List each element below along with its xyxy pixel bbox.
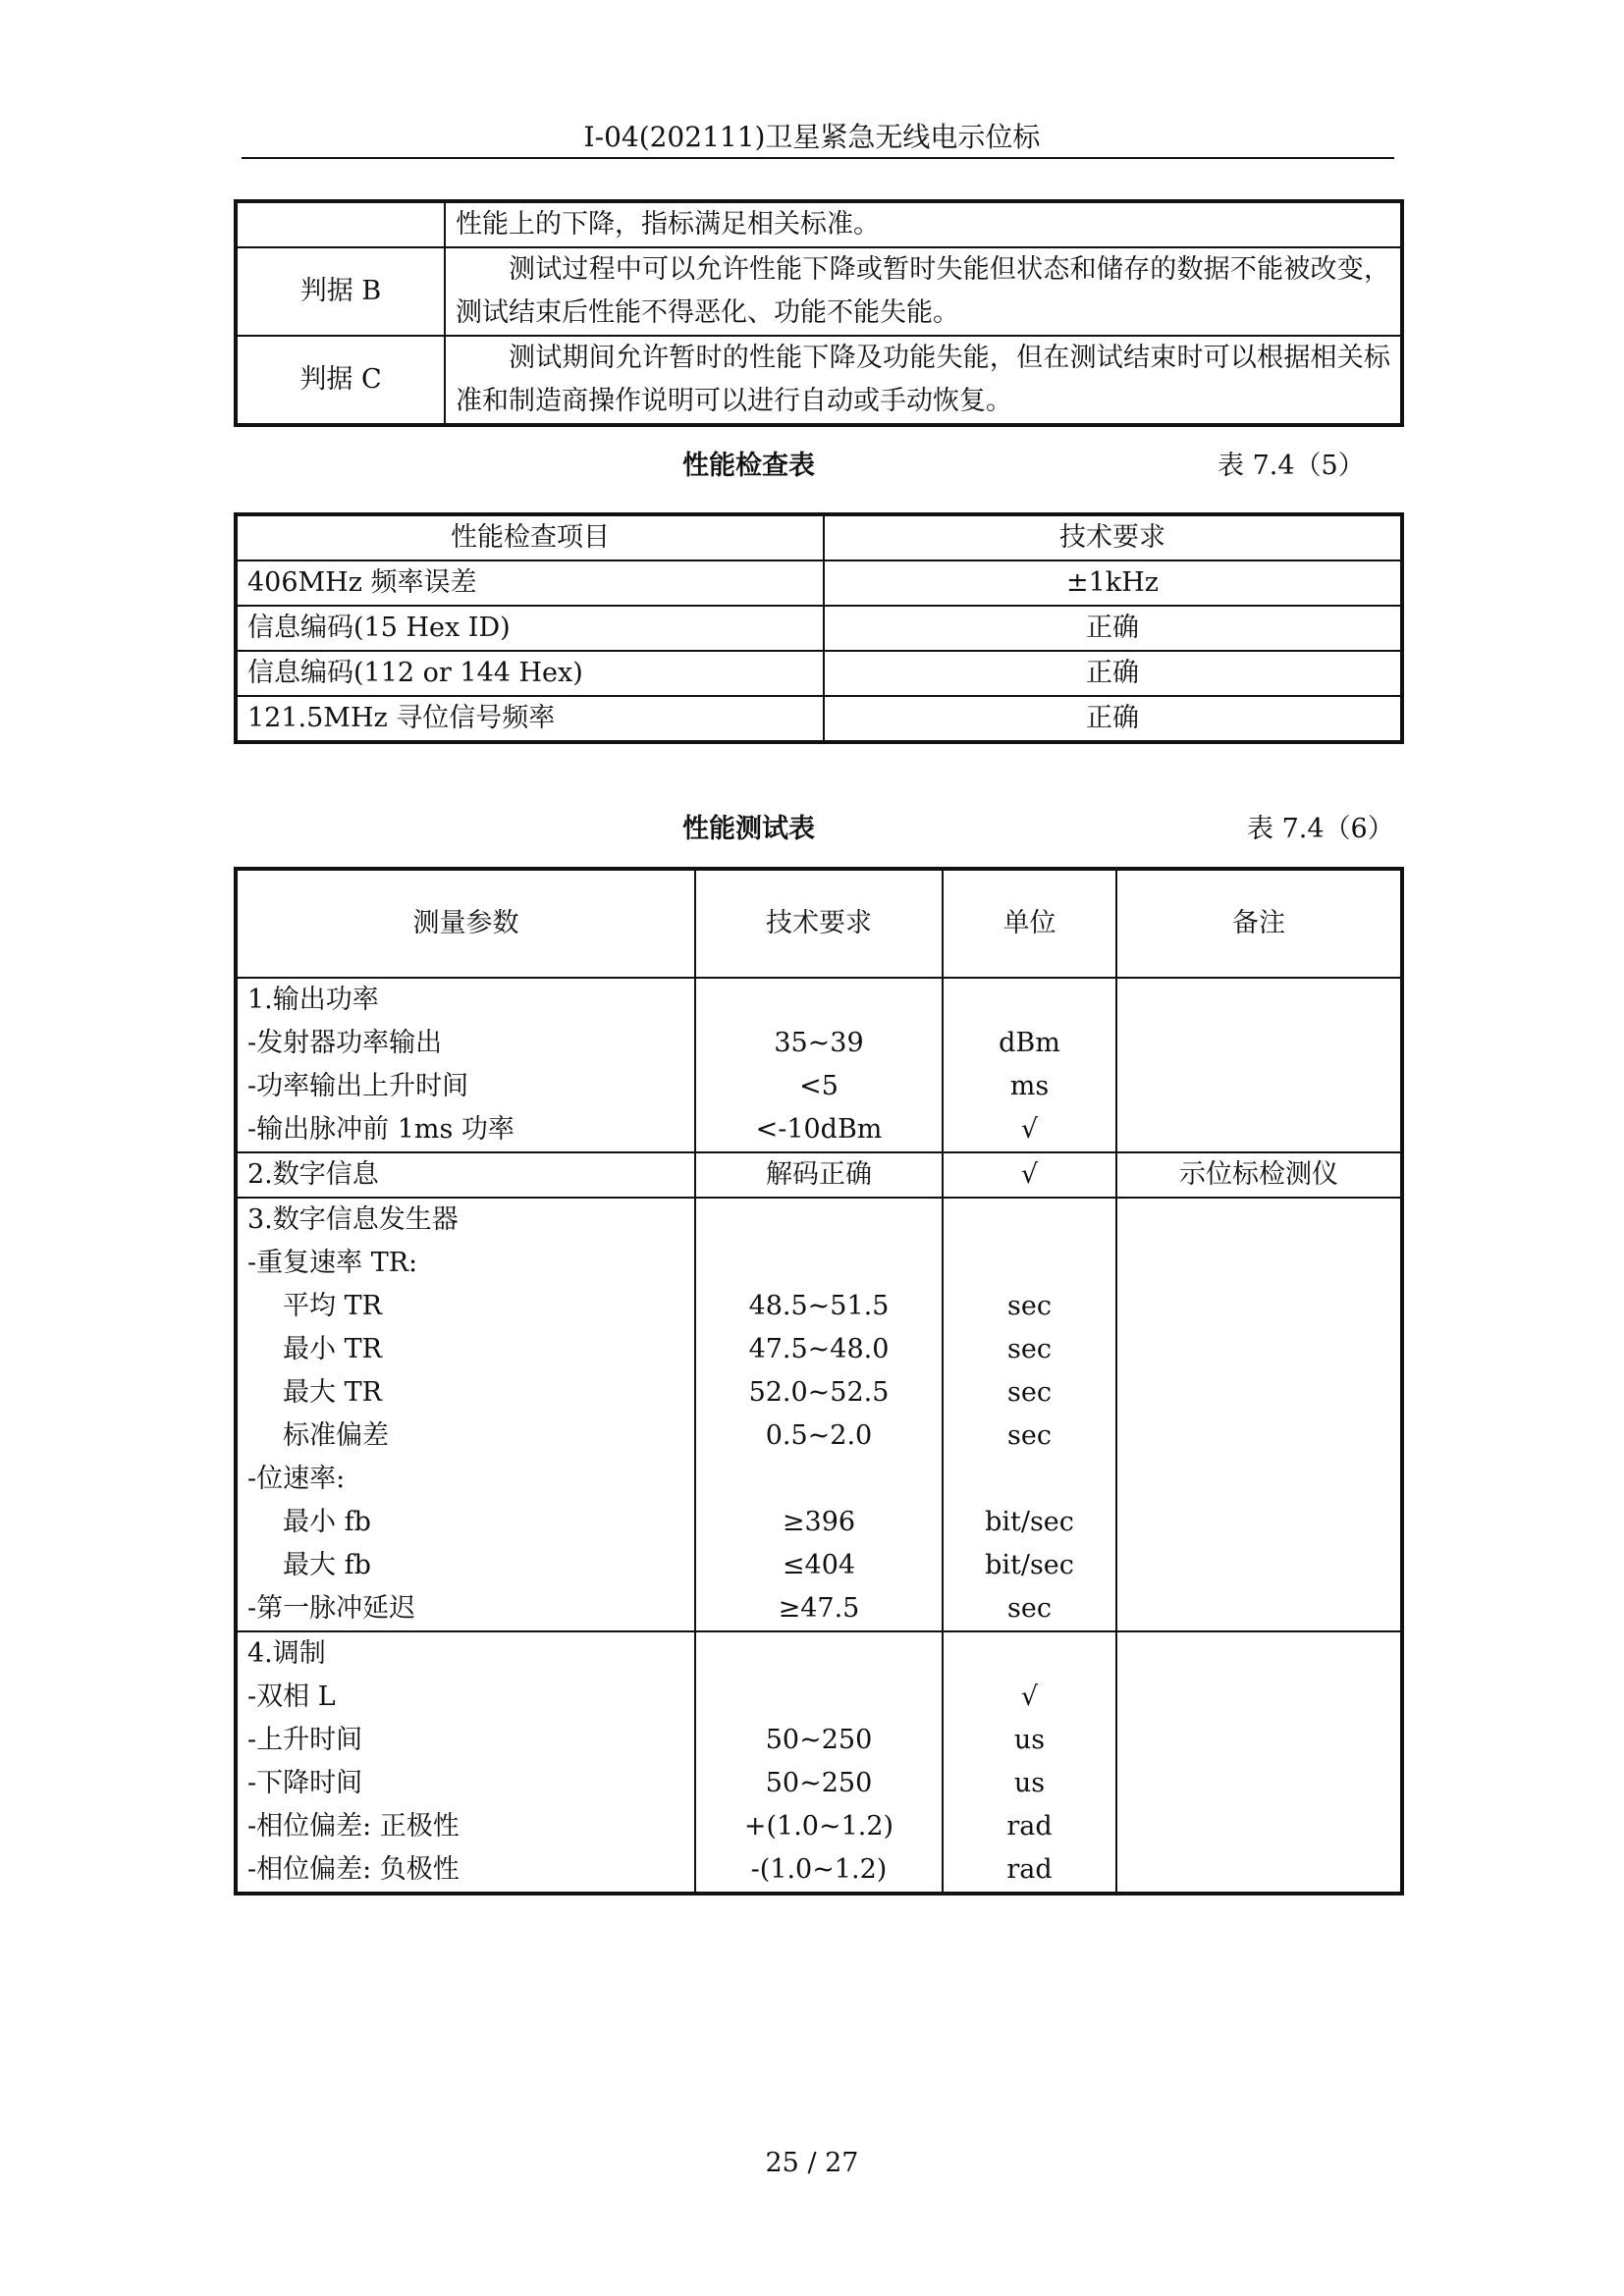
technical-requirement (706, 1632, 932, 1676)
note (1127, 1805, 1390, 1848)
criteria-table (234, 199, 1404, 427)
inspection-requirement: 正确 (824, 696, 1402, 742)
column-header: 技术要求 (695, 869, 943, 978)
measurement-param: 标准偏差 (283, 1420, 389, 1451)
measurement-param: -第一脉冲延迟 (247, 1593, 416, 1624)
unit: sec (1007, 1334, 1052, 1364)
measurement-param: -输出脉冲前 1ms 功率 (247, 1114, 514, 1145)
note-cell (1116, 1198, 1402, 1631)
technical-requirement: 50~250 (765, 1768, 873, 1798)
unit: rad (1006, 1811, 1053, 1842)
measurement-param-cell (236, 1631, 695, 1894)
measurement-param: -重复速率 TR: (247, 1248, 418, 1278)
measurement-param: -相位偏差: 正极性 (247, 1811, 460, 1842)
measurement-param: -相位偏差: 负极性 (247, 1854, 460, 1885)
measurement-param: -位速率: (247, 1464, 346, 1494)
measurement-param-cell (236, 978, 695, 1152)
criteria-text: 测试过程中可以允许性能下降或暂时失能但状态和储存的数据不能被改变，测试结束后性能不得恶化、功能不能失能。 (445, 247, 1402, 336)
inspection-item: 信息编码(15 Hex ID) (236, 606, 824, 651)
inspection-requirement: ±1kHz (824, 561, 1402, 606)
test-table (234, 867, 1404, 1896)
unit (953, 1199, 1106, 1242)
note (1127, 1587, 1390, 1630)
measurement-param: -双相 L (247, 1682, 336, 1712)
note-cell (1116, 1631, 1402, 1894)
unit-cell (943, 1198, 1116, 1631)
measurement-param: 1.输出功率 (247, 985, 379, 1015)
table-row (236, 561, 1402, 606)
unit-cell (943, 1631, 1116, 1894)
technical-requirement-cell (695, 978, 943, 1152)
unit: dBm (999, 1028, 1060, 1058)
unit: sec (1007, 1291, 1052, 1321)
table-row (236, 651, 1402, 696)
inspection-item: 121.5MHz 寻位信号频率 (236, 696, 824, 742)
table-row-group (236, 1631, 1402, 1894)
table-header-row (236, 869, 1402, 978)
technical-requirement (706, 1458, 932, 1501)
note (1127, 1848, 1390, 1892)
note: 示位标检测仪 (1179, 1159, 1338, 1190)
column-header: 单位 (943, 869, 1116, 978)
technical-requirement (706, 1199, 932, 1242)
unit-cell (943, 978, 1116, 1152)
note (1127, 1199, 1390, 1242)
note (1127, 1371, 1390, 1415)
note (1127, 1501, 1390, 1544)
technical-requirement-cell (695, 1152, 943, 1198)
measurement-param-cell (236, 1198, 695, 1631)
note-cell (1116, 1152, 1402, 1198)
measurement-param: 最小 fb (283, 1507, 371, 1537)
measurement-param: 4.调制 (247, 1638, 326, 1669)
page-number: 25 / 27 (765, 2148, 859, 2178)
technical-requirement (706, 979, 932, 1022)
unit (953, 1458, 1106, 1501)
column-header: 性能检查项目 (236, 514, 824, 561)
criteria-key: 判据 C (236, 336, 445, 425)
unit-cell (943, 1152, 1116, 1198)
note (1127, 1676, 1390, 1719)
inspection-item: 信息编码(112 or 144 Hex) (236, 651, 824, 696)
measurement-param: -功率输出上升时间 (247, 1071, 469, 1101)
note (1127, 1065, 1390, 1108)
note (1127, 979, 1390, 1022)
note-cell (1116, 978, 1402, 1152)
inspection-table (234, 512, 1404, 744)
measurement-param: -下降时间 (247, 1768, 363, 1798)
note (1127, 1108, 1390, 1151)
document-header-title: I-04(202111)卫星紧急无线电示位标 (583, 121, 1041, 153)
criteria-row (236, 336, 1402, 425)
unit: √ (1020, 1159, 1039, 1190)
unit: √ (1020, 1682, 1039, 1712)
measurement-param: 最大 TR (283, 1377, 382, 1408)
technical-requirement: 50~250 (765, 1725, 873, 1755)
technical-requirement: 0.5~2.0 (765, 1420, 873, 1451)
measurement-param: 最小 TR (283, 1334, 382, 1364)
note (1127, 1328, 1390, 1371)
note (1127, 1242, 1390, 1285)
unit: us (1013, 1725, 1046, 1755)
technical-requirement: ≥47.5 (778, 1593, 860, 1624)
column-header: 备注 (1116, 869, 1402, 978)
note (1127, 1458, 1390, 1501)
table-row-group (236, 1198, 1402, 1631)
criteria-row (236, 247, 1402, 336)
inspection-requirement: 正确 (824, 651, 1402, 696)
table-row-group (236, 978, 1402, 1152)
table-row (236, 696, 1402, 742)
table-row (236, 606, 1402, 651)
technical-requirement: 47.5~48.0 (748, 1334, 890, 1364)
criteria-text: 性能上的下降，指标满足相关标准。 (445, 201, 1402, 247)
column-header: 测量参数 (236, 869, 695, 978)
technical-requirement: <5 (799, 1071, 839, 1101)
unit: sec (1007, 1593, 1052, 1624)
unit: rad (1006, 1854, 1053, 1885)
test-table-caption: 性能测试表 (682, 814, 815, 844)
unit: sec (1007, 1377, 1052, 1408)
unit: bit/sec (985, 1507, 1074, 1537)
technical-requirement: <-10dBm (755, 1114, 883, 1145)
note (1127, 1415, 1390, 1458)
note (1127, 1632, 1390, 1676)
note (1127, 1285, 1390, 1328)
unit: us (1013, 1768, 1046, 1798)
header-rule (242, 157, 1394, 159)
technical-requirement: -(1.0~1.2) (750, 1854, 888, 1885)
measurement-param: 2.数字信息 (247, 1159, 379, 1190)
unit: √ (1020, 1114, 1039, 1145)
measurement-param: 平均 TR (283, 1291, 382, 1321)
inspection-requirement: 正确 (824, 606, 1402, 651)
table-row-group (236, 1152, 1402, 1198)
test-table-number: 表 7.4（6） (1247, 814, 1394, 844)
measurement-param: 3.数字信息发生器 (247, 1204, 459, 1235)
note (1127, 1544, 1390, 1587)
technical-requirement-cell (695, 1198, 943, 1631)
criteria-key: 判据 B (236, 247, 445, 336)
technical-requirement-cell (695, 1631, 943, 1894)
technical-requirement (706, 1242, 932, 1285)
technical-requirement (706, 1676, 932, 1719)
unit: ms (1009, 1071, 1050, 1101)
unit: bit/sec (985, 1550, 1074, 1580)
criteria-row (236, 201, 1402, 247)
measurement-param-cell (236, 1152, 695, 1198)
unit (953, 1242, 1106, 1285)
table-header-row (236, 514, 1402, 561)
measurement-param: -上升时间 (247, 1725, 363, 1755)
note (1127, 1762, 1390, 1805)
technical-requirement: 解码正确 (766, 1159, 872, 1190)
inspection-table-number: 表 7.4（5） (1218, 451, 1365, 481)
technical-requirement: 52.0~52.5 (748, 1377, 890, 1408)
technical-requirement: ≥396 (782, 1507, 856, 1537)
technical-requirement: +(1.0~1.2) (743, 1811, 894, 1842)
note (1127, 1719, 1390, 1762)
note (1127, 1022, 1390, 1065)
measurement-param: -发射器功率输出 (247, 1028, 443, 1058)
measurement-param: 最大 fb (283, 1550, 371, 1580)
unit: sec (1007, 1420, 1052, 1451)
column-header: 技术要求 (824, 514, 1402, 561)
unit (953, 979, 1106, 1022)
inspection-item: 406MHz 频率误差 (236, 561, 824, 606)
technical-requirement: 35~39 (774, 1028, 864, 1058)
technical-requirement: ≤404 (782, 1550, 856, 1580)
inspection-table-caption: 性能检查表 (682, 451, 815, 481)
criteria-key (236, 201, 445, 247)
criteria-text: 测试期间允许暂时的性能下降及功能失能，但在测试结束时可以根据相关标准和制造商操作说明可以进行自动或手动恢复。 (445, 336, 1402, 425)
technical-requirement: 48.5~51.5 (748, 1291, 890, 1321)
unit (953, 1632, 1106, 1676)
